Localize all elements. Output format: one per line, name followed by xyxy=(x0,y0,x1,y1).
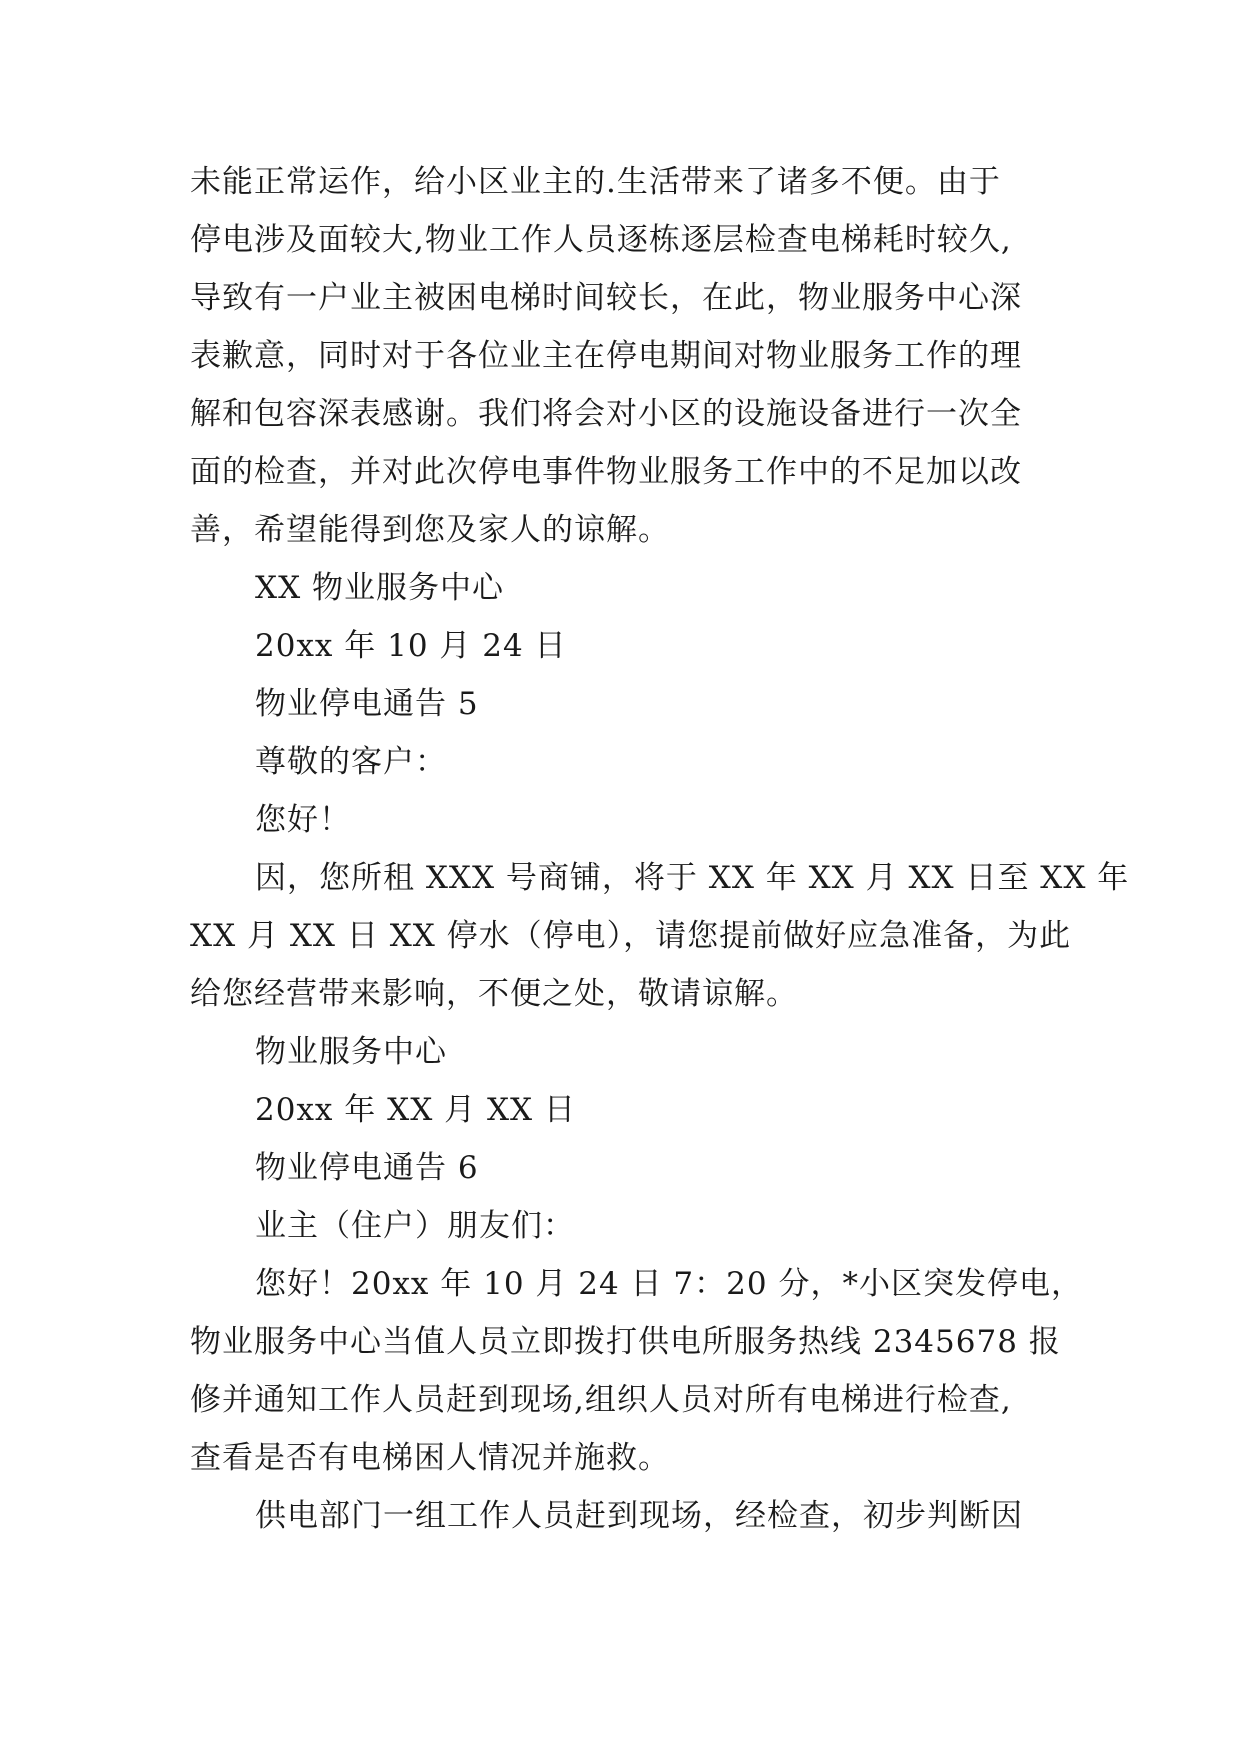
signature-organization: XX 物业服务中心 xyxy=(255,570,504,606)
greeting: 您好！ xyxy=(255,802,351,838)
paragraph-line: 修并通知工作人员赶到现场,组织人员对所有电梯进行检查, xyxy=(190,1382,1012,1418)
section-title: 物业停电通告 6 xyxy=(255,1150,479,1186)
paragraph-line: 查看是否有电梯困人情况并施救。 xyxy=(190,1440,670,1476)
salutation: 业主（住户）朋友们： xyxy=(255,1208,575,1244)
section-title: 物业停电通告 5 xyxy=(255,686,479,722)
paragraph-line: 未能正常运作，给小区业主的.生活带来了诸多不便。由于 xyxy=(190,164,1001,200)
signature-date: 20xx 年 10 月 24 日 xyxy=(255,628,567,664)
paragraph-line: XX 月 XX 日 XX 停水（停电），请您提前做好应急准备，为此 xyxy=(190,918,1072,954)
paragraph-line: 善，希望能得到您及家人的谅解。 xyxy=(190,512,670,548)
signature-organization: 物业服务中心 xyxy=(255,1034,447,1070)
paragraph-line: 停电涉及面较大,物业工作人员逐栋逐层检查电梯耗时较久, xyxy=(190,222,1012,258)
paragraph-line: 供电部门一组工作人员赶到现场，经检查，初步判断因 xyxy=(255,1498,1023,1534)
signature-date: 20xx 年 XX 月 XX 日 xyxy=(255,1092,576,1128)
paragraph-line: 解和包容深表感谢。我们将会对小区的设施设备进行一次全 xyxy=(190,396,1022,432)
paragraph-line: 您好！20xx 年 10 月 24 日 7：20 分，*小区突发停电， xyxy=(255,1266,1083,1302)
paragraph-line: 给您经营带来影响，不便之处，敬请谅解。 xyxy=(190,976,798,1012)
paragraph-line: 物业服务中心当值人员立即拨打供电所服务热线 2345678 报 xyxy=(190,1324,1061,1360)
paragraph-line: 因，您所租 XXX 号商铺，将于 XX 年 XX 月 XX 日至 XX 年 xyxy=(255,860,1130,896)
paragraph-line: 表歉意，同时对于各位业主在停电期间对物业服务工作的理 xyxy=(190,338,1022,374)
salutation: 尊敬的客户： xyxy=(255,744,447,780)
paragraph-line: 导致有一户业主被困电梯时间较长，在此，物业服务中心深 xyxy=(190,280,1022,316)
paragraph-line: 面的检查，并对此次停电事件物业服务工作中的不足加以改 xyxy=(190,454,1022,490)
